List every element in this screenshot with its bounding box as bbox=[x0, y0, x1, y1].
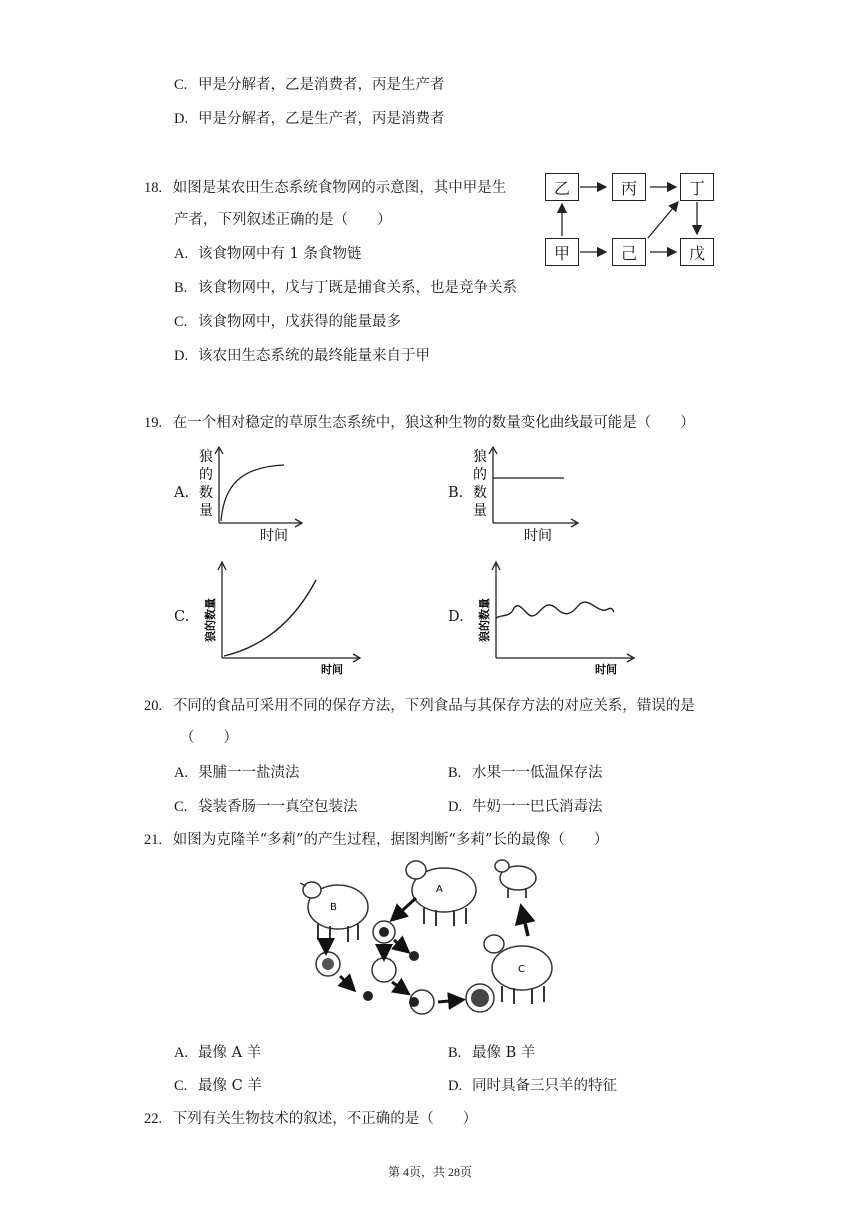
graph-a-curve bbox=[221, 465, 284, 521]
graph-b-xlabel: 时间 bbox=[524, 528, 552, 544]
arrow-ji-ding bbox=[648, 202, 678, 238]
graph-a-ylabel-1: 狼 bbox=[199, 449, 213, 465]
node-yi: 乙 bbox=[545, 173, 579, 201]
q22-stem: 22. 下列有关生物技术的叙述，不正确的是（ ） bbox=[144, 1111, 478, 1127]
sheep-b-icon bbox=[300, 882, 368, 942]
q18-option-b: B. 该食物网中，戊与丁既是捕食关系，也是竞争关系 bbox=[174, 280, 517, 296]
node-wu: 戊 bbox=[680, 238, 714, 266]
q20-stem: 20. 不同的食品可采用不同的保存方法，下列食品与其保存方法的对应关系，错误的是 bbox=[144, 698, 695, 714]
graph-a-ylabel-3: 数 bbox=[199, 485, 213, 501]
q21-option-a: A. 最像 A 羊 bbox=[174, 1045, 262, 1061]
q17-option-c: C. 甲是分解者，乙是消费者，丙是生产者 bbox=[174, 77, 445, 93]
q18-option-c: C. 该食物网中，戊获得的能量最多 bbox=[174, 314, 401, 330]
q19-number: 19. bbox=[144, 415, 163, 431]
arrow-c-to-dolly bbox=[522, 910, 528, 936]
dolly-sheep-icon bbox=[495, 860, 536, 898]
graph-c-curve bbox=[224, 580, 316, 656]
q21-option-b: B. 最像 B 羊 bbox=[448, 1045, 536, 1061]
graph-d-curve bbox=[496, 602, 614, 618]
q20-option-b: B. 水果一一低温保存法 bbox=[448, 765, 603, 781]
q19-option-b-label: B. bbox=[448, 485, 464, 501]
graph-d-xlabel: 时间 bbox=[595, 663, 617, 676]
enucleated-egg-icon bbox=[372, 958, 396, 982]
nucleus-a-icon bbox=[409, 951, 419, 961]
q17-option-d: D. 甲是分解者，乙是生产者，丙是消费者 bbox=[174, 111, 445, 127]
q19-stem: 19. 在一个相对稳定的草原生态系统中，狼这种生物的数量变化曲线最可能是（ ） bbox=[144, 415, 695, 431]
q19-option-a-label: A. bbox=[174, 485, 190, 501]
node-bing: 丙 bbox=[612, 173, 646, 201]
sheep-a-icon bbox=[406, 861, 476, 926]
graph-a-xlabel: 时间 bbox=[260, 528, 288, 544]
food-web-diagram bbox=[540, 168, 720, 278]
node-ji: 己 bbox=[612, 238, 646, 266]
q20-stem-line2: （ ） bbox=[180, 730, 238, 746]
graph-b bbox=[470, 445, 582, 545]
graph-b-ylabel-2: 的 bbox=[473, 467, 487, 483]
q18-number: 18. bbox=[144, 180, 163, 196]
graph-b-ylabel-1: 狼 bbox=[473, 449, 487, 465]
q18-stem-line2: 产者，下列叙述正确的是（ ） bbox=[174, 212, 392, 228]
graph-c bbox=[196, 560, 366, 678]
q21-option-c: C. 最像 C 羊 bbox=[174, 1078, 262, 1094]
graph-c-ylabel: 狼的数量 bbox=[204, 598, 217, 642]
graph-c-xlabel: 时间 bbox=[321, 663, 343, 676]
sheep-c-icon bbox=[484, 935, 552, 1004]
q19-option-d-label: D. bbox=[448, 609, 464, 625]
node-jia: 甲 bbox=[545, 238, 579, 266]
q21-stem: 21. 如图为克隆羊“多莉”的产生过程，据图判断“多莉”长的最像（ ） bbox=[144, 832, 609, 848]
removed-nucleus-icon bbox=[363, 991, 373, 1001]
q20-option-d: D. 牛奶一一巴氏消毒法 bbox=[448, 799, 603, 815]
graph-b-ylabel-3: 数 bbox=[473, 485, 487, 501]
q20-option-c: C. 袋装香肠一一真空包装法 bbox=[174, 799, 358, 815]
sheep-a-label: A bbox=[436, 884, 443, 895]
q21-option-d: D. 同时具备三只羊的特征 bbox=[448, 1078, 617, 1094]
graph-b-ylabel-4: 量 bbox=[473, 503, 487, 519]
q20-number: 20. bbox=[144, 698, 163, 714]
q18-option-d: D. 该农田生态系统的最终能量来自于甲 bbox=[174, 348, 430, 364]
graph-d-ylabel: 狼的数量 bbox=[478, 598, 491, 642]
q22-number: 22. bbox=[144, 1111, 163, 1127]
page-footer: 第 4页，共 28页 bbox=[387, 1165, 472, 1179]
q21-number: 21. bbox=[144, 832, 163, 848]
sheep-c-label: C bbox=[518, 964, 525, 975]
q18-stem: 18. 如图是某农田生态系统食物网的示意图，其中甲是生 bbox=[144, 180, 507, 196]
q18-option-a: A. 该食物网中有 1 条食物链 bbox=[174, 246, 362, 262]
graph-a-ylabel-2: 的 bbox=[199, 467, 213, 483]
cloning-diagram bbox=[296, 852, 564, 1032]
sheep-b-label: B bbox=[330, 902, 337, 913]
graph-d bbox=[470, 560, 640, 678]
q19-option-c-label: C. bbox=[174, 609, 190, 625]
graph-a-ylabel-4: 量 bbox=[199, 503, 213, 519]
q20-option-a: A. 果脯一一盐渍法 bbox=[174, 765, 300, 781]
graph-a bbox=[196, 445, 306, 545]
arrow-a-to-cell bbox=[394, 898, 416, 918]
node-ding: 丁 bbox=[680, 173, 714, 201]
